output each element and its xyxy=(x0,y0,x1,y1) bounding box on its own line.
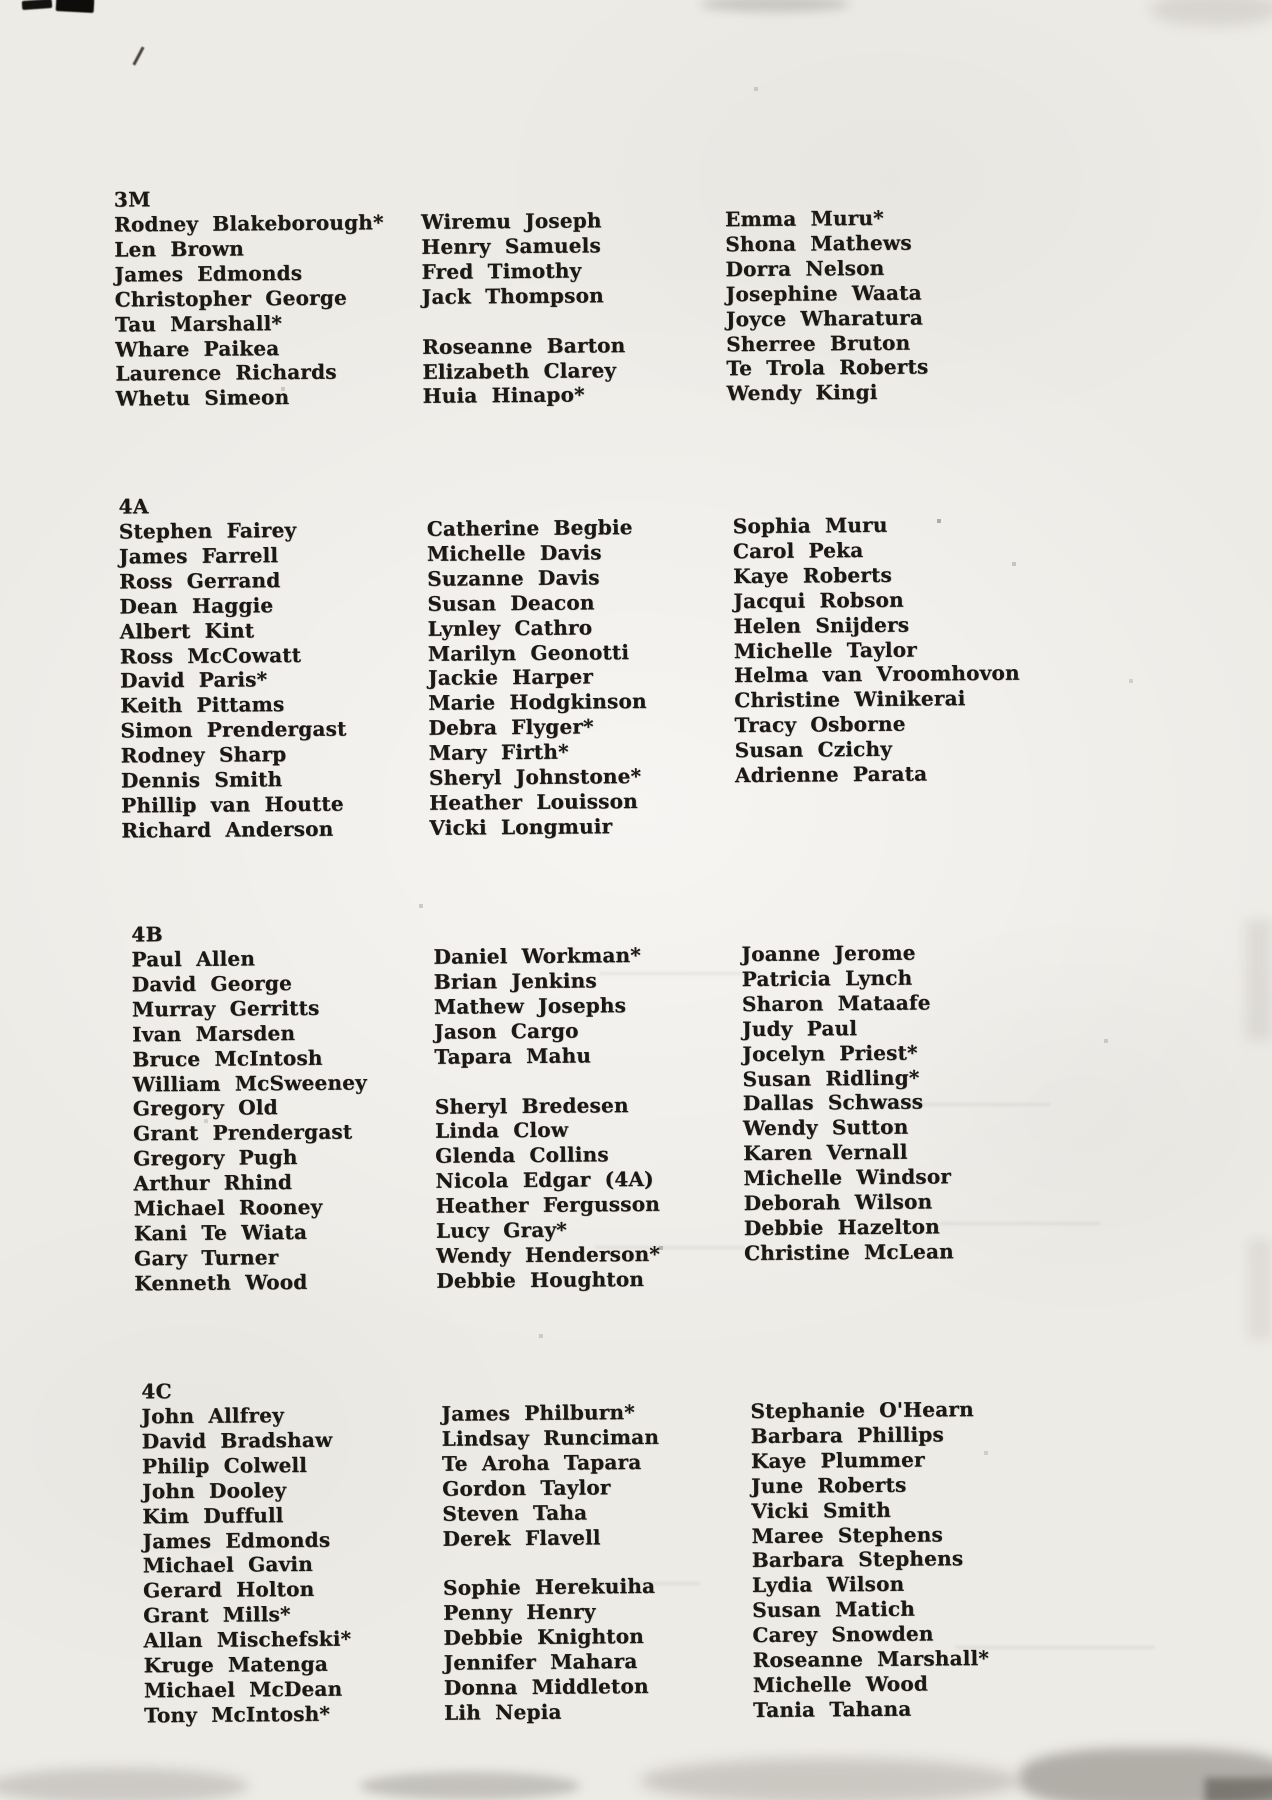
student-name: Debra Flyger* xyxy=(428,714,594,741)
student-name: Debbie Hazelton xyxy=(743,1214,940,1241)
class-section-4c xyxy=(4,1368,1272,1728)
student-name: Len Brown xyxy=(114,236,245,262)
student-name: Sheryl Johnstone* xyxy=(428,764,642,790)
student-name: Sophia Muru xyxy=(732,512,888,539)
name-group xyxy=(119,518,348,844)
student-name: Michelle Windsor xyxy=(743,1164,952,1191)
student-name: Catherine Begbie xyxy=(426,515,633,541)
student-name: Kani Te Wiata xyxy=(133,1219,308,1246)
student-name: Tania Tahana xyxy=(752,1696,912,1722)
student-name: Barbara Stephens xyxy=(751,1546,964,1573)
name-group xyxy=(114,210,385,412)
name-group xyxy=(725,205,929,406)
student-name: Kaye Plummer xyxy=(750,1447,925,1473)
student-name: Jacqui Robson xyxy=(733,587,904,613)
student-name: Simon Prendergast xyxy=(120,716,347,743)
student-name: James Philburn* xyxy=(441,1400,635,1426)
student-name: Sharon Mataafe xyxy=(741,990,931,1016)
student-name: Marie Hodgkinson xyxy=(428,689,647,716)
student-name: June Roberts xyxy=(751,1472,907,1498)
student-name: Heather Fergusson xyxy=(435,1191,661,1218)
name-column-right xyxy=(750,1397,989,1723)
name-column-right xyxy=(725,205,929,406)
student-name: Barbara Phillips xyxy=(750,1422,944,1448)
student-name: Lih Nepia xyxy=(443,1699,562,1725)
student-name: Gordon Taylor xyxy=(442,1474,611,1501)
student-name: Susan Czichy xyxy=(734,736,893,763)
student-name: Whetu Simeon xyxy=(115,385,290,411)
student-name: Dean Haggie xyxy=(119,592,274,619)
student-name: David George xyxy=(131,970,293,997)
student-name: Bruce McIntosh xyxy=(132,1045,323,1072)
student-name: Lydia Wilson xyxy=(751,1572,905,1598)
scan-speckles xyxy=(0,0,2,2)
student-name: Kruge Matenga xyxy=(143,1651,329,1678)
student-name: David Bradshaw xyxy=(141,1427,333,1454)
student-name: Kim Duffull xyxy=(142,1502,284,1528)
student-name: Jackie Harper xyxy=(427,664,594,691)
student-name: Wendy Kingi xyxy=(726,380,878,406)
student-name: Susan Matich xyxy=(752,1596,916,1623)
student-name: Jocelyn Priest* xyxy=(742,1040,918,1066)
name-group xyxy=(427,515,648,841)
name-group xyxy=(750,1397,989,1723)
student-name: Derek Flavell xyxy=(442,1524,601,1551)
name-column-middle xyxy=(441,1400,661,1726)
student-name: Carey Snowden xyxy=(752,1621,934,1648)
student-name: Penny Henry xyxy=(443,1599,596,1626)
name-column-left xyxy=(114,210,385,412)
student-name: Wiremu Joseph xyxy=(420,208,602,234)
class-label: 4C xyxy=(141,1379,173,1404)
student-name: Nicola Edgar (4A) xyxy=(435,1167,654,1194)
student-name: Mathew Josephs xyxy=(433,992,627,1019)
student-name: Lynley Cathro xyxy=(427,614,593,641)
student-name: Tracy Osborne xyxy=(734,711,906,738)
student-name: Marilyn Geonotti xyxy=(427,639,630,666)
student-name: Joanne Jerome xyxy=(741,940,916,967)
student-name: Josephine Waata xyxy=(725,280,922,306)
student-name: Deborah Wilson xyxy=(743,1189,933,1216)
name-column-middle xyxy=(433,943,660,1294)
name-group xyxy=(421,208,625,309)
class-section-4b xyxy=(0,911,1272,1296)
student-name: Vicki Smith xyxy=(751,1497,891,1523)
student-name: Richard Anderson xyxy=(121,816,334,843)
name-group xyxy=(741,940,954,1266)
student-name: Christine Winikerai xyxy=(734,686,966,713)
class-section-3m xyxy=(0,176,1266,411)
student-name: Wendy Henderson* xyxy=(435,1241,661,1268)
student-name: Grant Prendergast xyxy=(132,1119,353,1146)
name-column-right xyxy=(733,512,1021,788)
student-name: Suzanne Davis xyxy=(427,565,600,591)
student-name: Donna Middleton xyxy=(443,1673,649,1700)
student-name: Ivan Marsden xyxy=(132,1020,296,1047)
student-name: Vicki Longmuir xyxy=(429,814,613,840)
student-name: Elizabeth Clarey xyxy=(422,357,617,384)
student-name: Dorra Nelson xyxy=(725,255,885,282)
student-name: Michelle Wood xyxy=(752,1671,929,1697)
class-label: 4B xyxy=(131,922,164,947)
student-name: Sherree Bruton xyxy=(726,330,911,356)
student-name: Rodney Sharp xyxy=(120,742,287,768)
student-name: Linda Clow xyxy=(434,1118,569,1144)
name-group xyxy=(733,512,1021,788)
student-name: Joyce Wharatura xyxy=(725,305,924,331)
student-name: Stephen Fairey xyxy=(118,517,297,544)
student-name: Kenneth Wood xyxy=(134,1269,308,1296)
name-group xyxy=(435,1092,661,1293)
class-section-4a xyxy=(0,483,1268,843)
student-name: Susan Ridling* xyxy=(742,1065,920,1091)
student-name: Judy Paul xyxy=(742,1015,858,1041)
student-name: Michelle Davis xyxy=(426,540,602,566)
student-name: Steven Taha xyxy=(442,1500,588,1526)
student-name: David Paris* xyxy=(119,667,268,693)
student-name: Shona Mathews xyxy=(725,230,912,257)
student-name: Michael Rooney xyxy=(133,1194,323,1221)
student-name: Michael McDean xyxy=(143,1676,343,1703)
student-name: Glenda Collins xyxy=(435,1142,609,1169)
student-name: Whare Paikea xyxy=(115,335,280,362)
name-column-left xyxy=(131,945,368,1296)
student-name: Paul Allen xyxy=(131,946,256,972)
student-name: Ross McCowatt xyxy=(119,642,302,669)
student-name: Laurence Richards xyxy=(115,360,337,386)
student-name: Tau Marshall* xyxy=(114,310,283,337)
student-name: Murray Gerritts xyxy=(131,995,320,1022)
student-name: Roseanne Marshall* xyxy=(752,1646,990,1673)
student-name: Stephanie O'Hearn xyxy=(750,1397,974,1424)
student-name: Jennifer Mahara xyxy=(443,1649,638,1675)
student-name: Jason Cargo xyxy=(434,1018,579,1044)
student-name: Ross Gerrand xyxy=(119,567,281,594)
name-group xyxy=(441,1400,660,1551)
name-column-left xyxy=(141,1403,352,1729)
student-name: Kaye Roberts xyxy=(733,562,893,588)
student-name: Wendy Sutton xyxy=(742,1114,909,1141)
class-label: 3M xyxy=(113,187,151,212)
student-name: Michelle Taylor xyxy=(733,637,918,663)
name-column-right xyxy=(741,940,954,1266)
name-group xyxy=(131,945,368,1296)
student-name: James Farrell xyxy=(118,543,279,569)
student-name: Helma van Vroomhovon xyxy=(733,661,1020,688)
student-name: Gary Turner xyxy=(134,1245,279,1271)
student-name: John Allfrey xyxy=(141,1403,285,1429)
student-name: Arthur Rhind xyxy=(133,1170,293,1196)
student-name: Heather Louisson xyxy=(429,788,638,815)
student-name: Tapara Mahu xyxy=(434,1043,592,1069)
student-name: Te Aroha Tapara xyxy=(441,1449,642,1476)
student-name: Maree Stephens xyxy=(751,1521,943,1548)
name-group xyxy=(443,1574,662,1725)
student-name: Brian Jenkins xyxy=(433,968,597,994)
student-name: Tony McIntosh* xyxy=(143,1701,331,1728)
student-name: Michael Gavin xyxy=(142,1552,313,1578)
student-name: James Edmonds xyxy=(114,260,303,287)
student-name: James Edmonds xyxy=(142,1527,331,1553)
name-group xyxy=(433,943,658,1069)
student-name: Debbie Knighton xyxy=(443,1624,645,1650)
name-column-middle xyxy=(421,208,626,409)
student-name: Christopher George xyxy=(114,285,348,312)
student-name: Gregory Old xyxy=(132,1095,278,1121)
student-name: Allan Mischefski* xyxy=(143,1626,352,1653)
student-name: Debbie Houghton xyxy=(436,1266,645,1293)
student-name: Emma Muru* xyxy=(724,205,884,232)
student-name: Phillip van Houtte xyxy=(121,791,344,818)
student-name: Lindsay Runciman xyxy=(441,1424,660,1451)
student-name: Philip Colwell xyxy=(141,1452,308,1479)
student-name: Patricia Lynch xyxy=(741,965,913,991)
student-name: Dallas Schwass xyxy=(742,1089,924,1116)
student-name: Christine McLean xyxy=(743,1239,954,1265)
student-name: Adrienne Parata xyxy=(734,761,928,788)
student-name: Sophie Herekuiha xyxy=(442,1574,656,1601)
student-name: Rodney Blakeborough* xyxy=(113,210,384,237)
student-name: Helen Snijders xyxy=(733,612,910,638)
student-name: Gregory Pugh xyxy=(133,1145,298,1171)
student-name: Henry Samuels xyxy=(421,233,601,259)
student-name: Huia Hinapo* xyxy=(422,382,585,409)
student-name: Te Trola Roberts xyxy=(726,354,929,381)
student-name: John Dooley xyxy=(142,1477,287,1504)
student-name: Susan Deacon xyxy=(427,590,595,616)
student-name: Carol Peka xyxy=(732,537,864,564)
name-group xyxy=(422,333,626,409)
student-name: Gerard Holton xyxy=(142,1577,315,1603)
name-column-middle xyxy=(427,515,648,841)
student-name: Sheryl Bredesen xyxy=(434,1092,629,1119)
student-name: Keith Pittams xyxy=(120,692,285,718)
student-name: Jack Thompson xyxy=(421,282,604,309)
student-name: Daniel Workman* xyxy=(433,942,642,969)
student-name: Mary Firth* xyxy=(428,739,569,765)
student-name: Roseanne Barton xyxy=(422,332,626,359)
student-name: Fred Timothy xyxy=(421,258,582,284)
student-name: Lucy Gray* xyxy=(435,1217,568,1243)
name-group xyxy=(141,1403,352,1729)
student-name: Grant Mills* xyxy=(143,1602,291,1628)
student-name: Dennis Smith xyxy=(120,767,283,793)
student-name: Albert Kint xyxy=(119,617,255,644)
class-label: 4A xyxy=(118,494,149,519)
student-name: Karen Vernall xyxy=(743,1139,908,1166)
student-name: William McSweeney xyxy=(132,1069,367,1096)
name-column-left xyxy=(119,518,348,844)
